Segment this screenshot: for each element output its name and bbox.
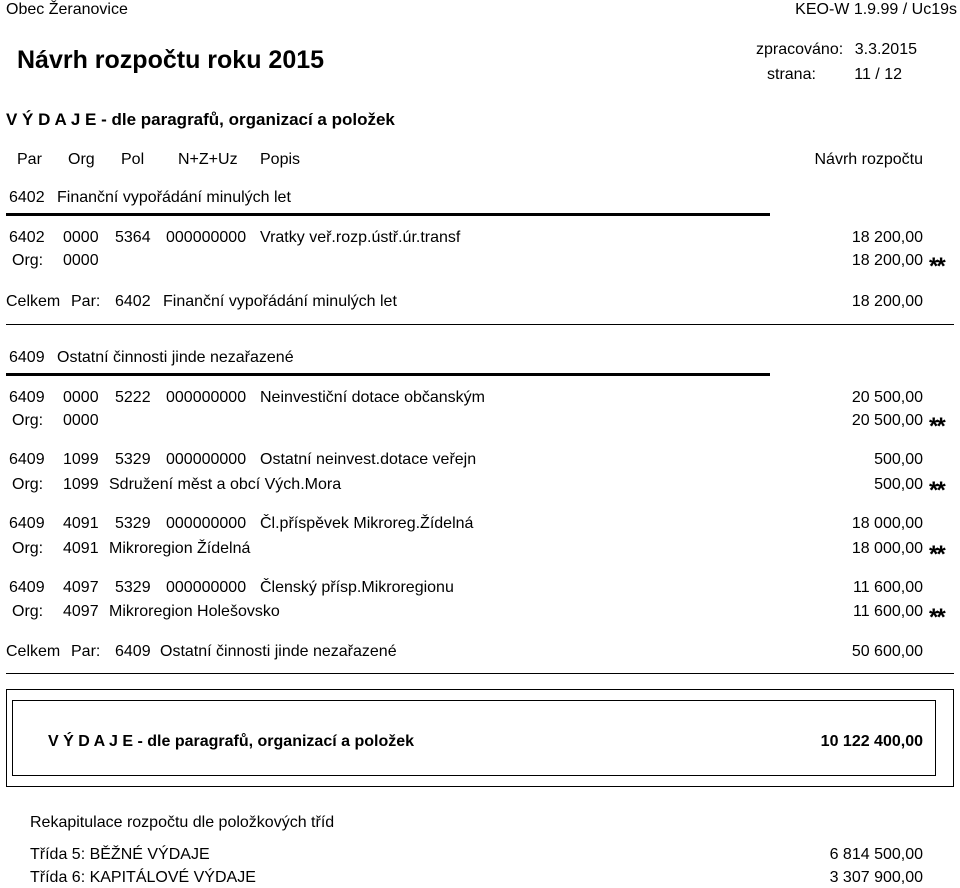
grand-total-label: V Ý D A J E - dle paragrafů, organizací a položek	[48, 733, 415, 750]
org-name: Mikroregion Žídelná	[109, 540, 251, 557]
row-nzuz: 000000000	[166, 579, 247, 596]
section-divider	[6, 373, 770, 376]
row-par: 6409	[9, 515, 45, 532]
row-par: 6409	[9, 389, 45, 406]
row-amount: 18 200,00	[851, 229, 923, 246]
report-code: KEO-W 1.9.99 / Uc19s	[795, 1, 957, 18]
total-par: 6402	[115, 293, 151, 310]
org-label: Org:	[12, 540, 44, 557]
row-popis: Vratky veř.rozp.ústř.úr.transf	[260, 229, 461, 246]
org-amount: 18 200,00	[851, 252, 923, 269]
processed-date: 3.3.2015	[854, 41, 917, 58]
org-label: Org:	[12, 252, 44, 269]
col-nzuz: N+Z+Uz	[178, 151, 238, 168]
org-name: Mikroregion Holešovsko	[109, 603, 280, 620]
recap-row-amount: 6 814 500,00	[829, 846, 923, 863]
row-nzuz: 000000000	[166, 229, 247, 246]
org-amount: 11 600,00	[853, 603, 923, 620]
recap-row-label: Třída 5: BĚŽNÉ VÝDAJE	[30, 846, 210, 863]
org-label: Org:	[12, 476, 44, 493]
recap-title: Rekapitulace rozpočtu dle položkových tříd	[30, 814, 335, 831]
col-popis: Popis	[260, 151, 301, 168]
recap-row-label: Třída 6: KAPITÁLOVÉ VÝDAJE	[30, 869, 256, 886]
org-code: 0000	[63, 412, 99, 429]
row-org: 0000	[63, 229, 99, 246]
total-par: 6409	[115, 643, 151, 660]
page-number: 11 / 12	[854, 66, 902, 83]
row-pol: 5222	[115, 389, 151, 406]
row-nzuz: 000000000	[166, 451, 247, 468]
section-heading-par: 6402	[9, 189, 45, 206]
org-name: Sdružení měst a obcí Vých.Mora	[109, 476, 342, 493]
total-amount: 18 200,00	[851, 293, 923, 310]
row-nzuz: 000000000	[166, 389, 247, 406]
row-org: 4097	[63, 579, 99, 596]
row-pol: 5329	[115, 515, 151, 532]
row-pol: 5329	[115, 579, 151, 596]
total-name: Finanční vypořádání minulých let	[163, 293, 397, 310]
row-popis: Členský přísp.Mikroregionu	[260, 579, 454, 596]
row-amount: 500,00	[874, 451, 923, 468]
total-par-label: Par:	[71, 293, 101, 310]
total-amount: 50 600,00	[851, 643, 923, 660]
total-name: Ostatní činnosti jinde nezařazené	[160, 643, 397, 660]
org-label: Org:	[12, 603, 44, 620]
org-code: 4091	[63, 540, 99, 557]
subtotal-mark: **	[929, 253, 944, 280]
row-par: 6409	[9, 451, 45, 468]
org-amount: 18 000,00	[851, 540, 923, 557]
total-label: Celkem	[6, 293, 61, 310]
total-par-label: Par:	[71, 643, 101, 660]
section-divider	[6, 213, 770, 216]
subtotal-mark: **	[929, 413, 944, 440]
row-popis: Neinvestiční dotace občanským	[260, 389, 485, 406]
page-title: Návrh rozpočtu roku 2015	[17, 46, 325, 74]
grand-total-amount: 10 122 400,00	[820, 733, 923, 750]
total-divider	[6, 673, 954, 674]
row-par: 6409	[9, 579, 45, 596]
row-par: 6402	[9, 229, 45, 246]
org-code: 0000	[63, 252, 99, 269]
subtotal-mark: **	[929, 604, 944, 631]
col-amount: Návrh rozpočtu	[814, 151, 923, 168]
row-nzuz: 000000000	[166, 515, 247, 532]
row-pol: 5364	[115, 229, 151, 246]
total-label: Celkem	[6, 643, 61, 660]
col-pol: Pol	[121, 151, 145, 168]
row-popis: Ostatní neinvest.dotace veřejn	[260, 451, 477, 468]
recap-row-amount: 3 307 900,00	[829, 869, 923, 886]
processed-label: zpracováno:	[756, 41, 844, 58]
section-heading-name: Ostatní činnosti jinde nezařazené	[57, 349, 294, 366]
row-amount: 11 600,00	[853, 579, 923, 596]
org-code: 4097	[63, 603, 99, 620]
subtotal-mark: **	[929, 541, 944, 568]
row-pol: 5329	[115, 451, 151, 468]
org-label: Org:	[12, 412, 44, 429]
col-org: Org	[68, 151, 95, 168]
row-popis: Čl.příspěvek Mikroreg.Žídelná	[260, 515, 474, 532]
row-org: 1099	[63, 451, 99, 468]
section-heading-name: Finanční vypořádání minulých let	[57, 189, 291, 206]
section-heading-par: 6409	[9, 349, 45, 366]
subtotal-mark: **	[929, 477, 944, 504]
row-org: 4091	[63, 515, 99, 532]
row-org: 0000	[63, 389, 99, 406]
org-amount: 500,00	[874, 476, 923, 493]
row-amount: 20 500,00	[851, 389, 923, 406]
col-par: Par	[17, 151, 42, 168]
total-divider	[6, 324, 954, 325]
org-amount: 20 500,00	[851, 412, 923, 429]
report-subtitle: V Ý D A J E - dle paragrafů, organizací a položek	[6, 110, 395, 129]
org-code: 1099	[63, 476, 99, 493]
org-name: Obec Žeranovice	[6, 1, 128, 18]
row-amount: 18 000,00	[851, 515, 923, 532]
page-label: strana:	[767, 66, 816, 83]
